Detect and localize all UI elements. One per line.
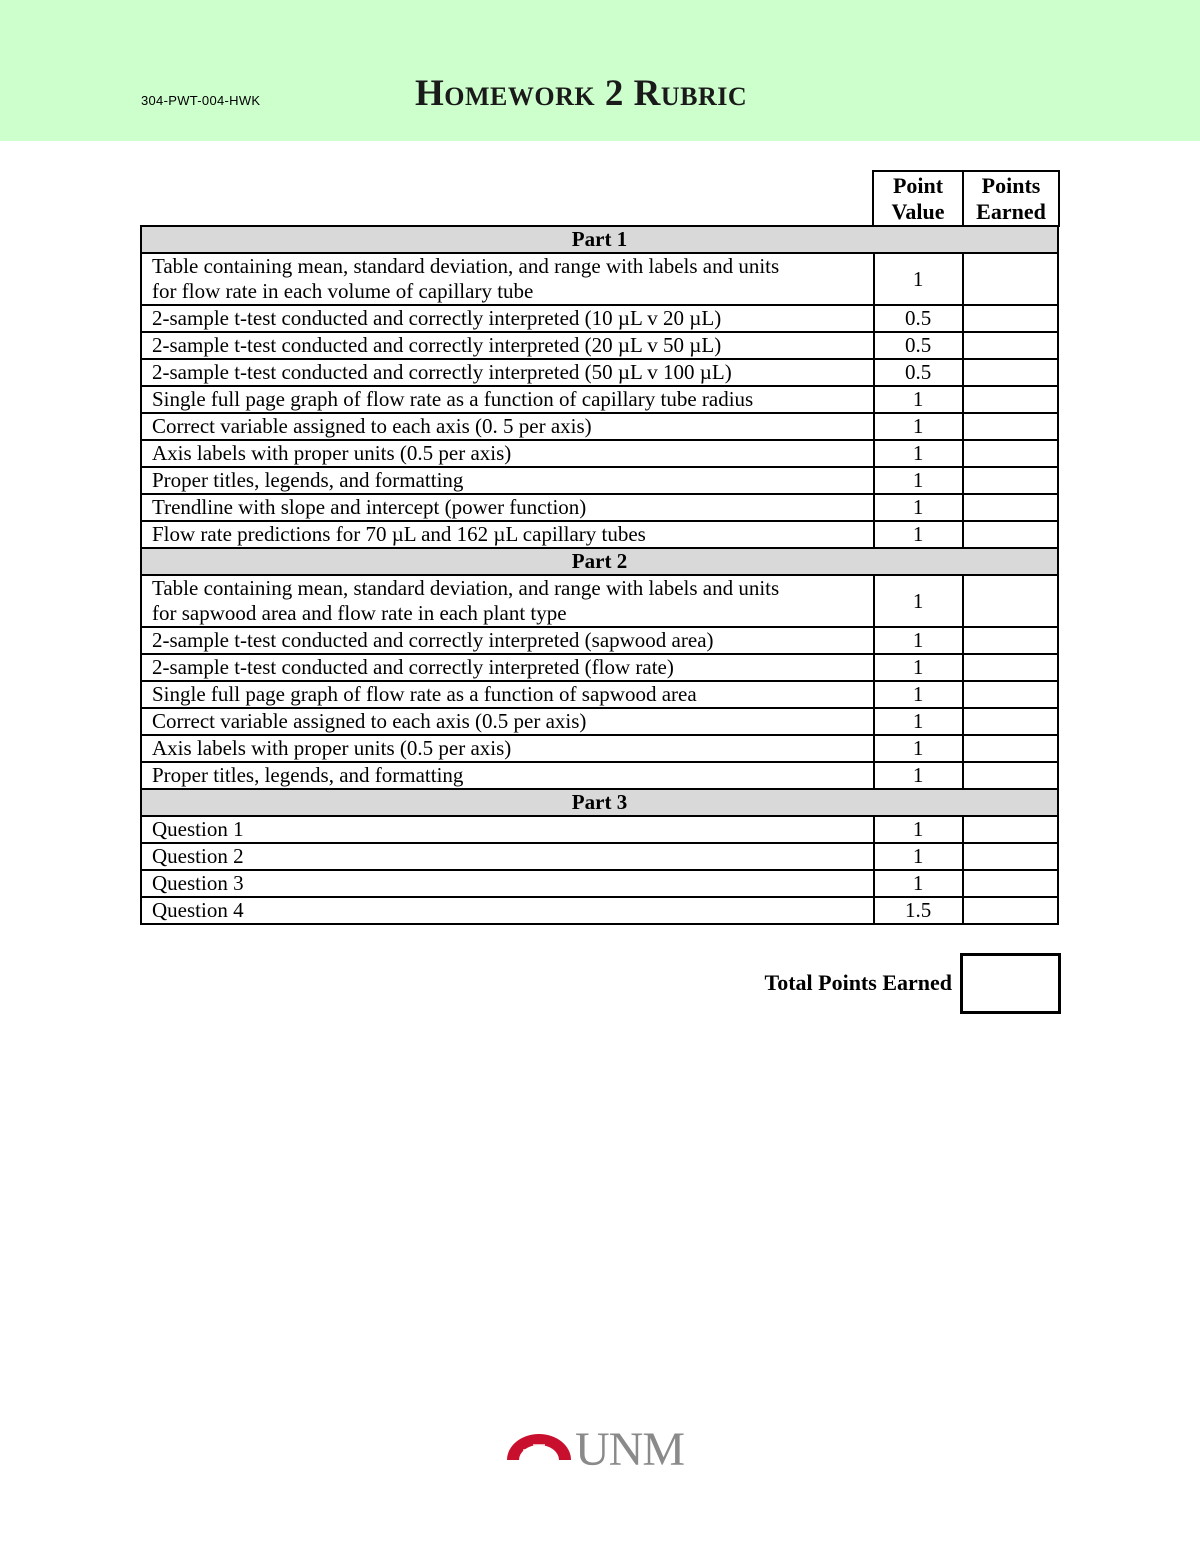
criterion-cell — [141, 897, 874, 924]
unm-logo — [505, 1422, 705, 1482]
document-code: 304-PWT-004-HWK — [141, 93, 261, 108]
points-earned-cell[interactable] — [963, 816, 1058, 843]
points-earned-cell[interactable] — [963, 575, 1058, 627]
points-earned-cell[interactable] — [963, 521, 1058, 548]
points-earned-cell[interactable] — [963, 440, 1058, 467]
criterion-cell — [141, 762, 874, 789]
unm-emblem-icon — [505, 1422, 575, 1482]
point-value-cell: 1 — [874, 467, 963, 494]
total-points-label: Total Points Earned — [764, 970, 952, 995]
rubric-table — [140, 225, 1059, 925]
point-value-cell: 1 — [874, 735, 963, 762]
point-value-header-line-2: Value — [891, 198, 945, 224]
points-earned-cell[interactable] — [963, 386, 1058, 413]
criterion-text: for sapwood area and flow rate in each plant type — [152, 601, 567, 625]
point-value-cell: 1.5 — [874, 897, 963, 924]
criterion-text: Proper titles, legends, and formatting — [152, 763, 464, 787]
point-value-cell: 1 — [874, 681, 963, 708]
criterion-text: Table containing mean, standard deviation, and range with labels and units — [152, 254, 780, 278]
unm-logo-text: UNM — [575, 1423, 685, 1476]
criterion-text: Single full page graph of flow rate as a function of capillary tube radius — [152, 387, 754, 411]
rubric-row — [141, 654, 1058, 681]
part-title: Part 1 — [141, 226, 1058, 253]
criterion-cell — [141, 627, 874, 654]
points-earned-cell[interactable] — [963, 843, 1058, 870]
point-value-cell: 1 — [874, 870, 963, 897]
point-value-cell: 1 — [874, 413, 963, 440]
rubric-row — [141, 305, 1058, 332]
points-earned-cell[interactable] — [963, 627, 1058, 654]
criterion-cell — [141, 521, 874, 548]
criterion-cell — [141, 305, 874, 332]
criterion-cell — [141, 575, 874, 627]
criterion-text: Single full page graph of flow rate as a function of sapwood area — [152, 682, 697, 706]
point-value-cell: 1 — [874, 253, 963, 305]
points-earned-cell[interactable] — [963, 413, 1058, 440]
points-earned-cell[interactable] — [963, 359, 1058, 386]
point-value-cell: 1 — [874, 521, 963, 548]
points-earned-cell[interactable] — [963, 467, 1058, 494]
criterion-text: 2-sample t-test conducted and correctly interpreted (flow rate) — [152, 655, 674, 679]
total-points-input-box[interactable] — [960, 953, 1061, 1014]
criterion-text: Question 3 — [152, 871, 244, 895]
point-value-cell: 1 — [874, 762, 963, 789]
point-value-cell: 1 — [874, 654, 963, 681]
points-earned-header — [963, 171, 1059, 226]
part-header-row — [141, 226, 1058, 253]
criterion-text: 2-sample t-test conducted and correctly interpreted (50 µL v 100 µL) — [152, 360, 732, 384]
rubric-row — [141, 386, 1058, 413]
criterion-cell — [141, 681, 874, 708]
criterion-text: Axis labels with proper units (0.5 per axis) — [152, 736, 512, 760]
points-earned-cell[interactable] — [963, 870, 1058, 897]
points-earned-cell[interactable] — [963, 708, 1058, 735]
criterion-text: Flow rate predictions for 70 µL and 162 µL capillary tubes — [152, 522, 646, 546]
rubric-row — [141, 735, 1058, 762]
point-value-cell: 1 — [874, 816, 963, 843]
criterion-cell — [141, 816, 874, 843]
criterion-text: 2-sample t-test conducted and correctly interpreted (10 µL v 20 µL) — [152, 306, 722, 330]
point-value-cell: 1 — [874, 575, 963, 627]
point-value-cell: 0.5 — [874, 332, 963, 359]
criterion-text: Table containing mean, standard deviation, and range with labels and units — [152, 576, 780, 600]
points-earned-cell[interactable] — [963, 681, 1058, 708]
points-earned-cell[interactable] — [963, 494, 1058, 521]
points-earned-cell[interactable] — [963, 762, 1058, 789]
rubric-row — [141, 359, 1058, 386]
points-earned-cell[interactable] — [963, 253, 1058, 305]
rubric-row — [141, 332, 1058, 359]
criterion-cell — [141, 494, 874, 521]
point-value-cell: 1 — [874, 494, 963, 521]
criterion-cell — [141, 735, 874, 762]
rubric-row — [141, 253, 1058, 305]
criterion-cell — [141, 843, 874, 870]
criterion-text: 2-sample t-test conducted and correctly interpreted (sapwood area) — [152, 628, 714, 652]
criterion-cell — [141, 440, 874, 467]
criterion-cell — [141, 870, 874, 897]
point-value-cell: 1 — [874, 627, 963, 654]
part-title: Part 3 — [141, 789, 1058, 816]
criterion-text: Axis labels with proper units (0.5 per axis) — [152, 441, 512, 465]
part-header-row — [141, 789, 1058, 816]
part-title: Part 2 — [141, 548, 1058, 575]
points-earned-header-line-1: Points — [981, 172, 1041, 198]
points-earned-cell[interactable] — [963, 897, 1058, 924]
criterion-text: Question 1 — [152, 817, 244, 841]
page-title: Homework 2 Rubric — [415, 73, 748, 114]
point-value-cell: 0.5 — [874, 359, 963, 386]
criterion-cell — [141, 253, 874, 305]
points-earned-cell[interactable] — [963, 305, 1058, 332]
rubric-row — [141, 467, 1058, 494]
criterion-cell — [141, 332, 874, 359]
rubric-row — [141, 440, 1058, 467]
rubric-row — [141, 870, 1058, 897]
criterion-text: for flow rate in each volume of capillary tube — [152, 279, 534, 303]
criterion-cell — [141, 359, 874, 386]
criterion-text: 2-sample t-test conducted and correctly interpreted (20 µL v 50 µL) — [152, 333, 722, 357]
part-header-row — [141, 548, 1058, 575]
criterion-cell — [141, 654, 874, 681]
points-earned-cell[interactable] — [963, 735, 1058, 762]
criterion-cell — [141, 413, 874, 440]
point-value-header-line-1: Point — [892, 172, 944, 198]
criterion-cell — [141, 386, 874, 413]
point-value-cell: 1 — [874, 386, 963, 413]
rubric-row — [141, 627, 1058, 654]
points-earned-cell[interactable] — [963, 654, 1058, 681]
point-value-cell: 1 — [874, 843, 963, 870]
point-value-cell: 1 — [874, 708, 963, 735]
criterion-text: Correct variable assigned to each axis (0.5 per axis) — [152, 709, 587, 733]
criterion-text: Correct variable assigned to each axis (0. 5 per axis) — [152, 414, 592, 438]
points-earned-cell[interactable] — [963, 332, 1058, 359]
criterion-text: Proper titles, legends, and formatting — [152, 468, 464, 492]
rubric-row — [141, 681, 1058, 708]
criterion-text: Question 4 — [152, 898, 244, 922]
rubric-row — [141, 708, 1058, 735]
point-value-cell: 0.5 — [874, 305, 963, 332]
rubric-row — [141, 897, 1058, 924]
criterion-cell — [141, 708, 874, 735]
point-value-cell: 1 — [874, 440, 963, 467]
rubric-row — [141, 843, 1058, 870]
criterion-text: Question 2 — [152, 844, 244, 868]
rubric-row — [141, 762, 1058, 789]
column-header-table — [872, 170, 1060, 227]
criterion-cell — [141, 467, 874, 494]
rubric-row — [141, 575, 1058, 627]
point-value-header — [873, 171, 963, 226]
header-band — [0, 0, 1200, 141]
criterion-text: Trendline with slope and intercept (power function) — [152, 495, 587, 519]
points-earned-header-line-2: Earned — [976, 198, 1046, 224]
rubric-row — [141, 494, 1058, 521]
rubric-row — [141, 521, 1058, 548]
rubric-row — [141, 413, 1058, 440]
rubric-row — [141, 816, 1058, 843]
